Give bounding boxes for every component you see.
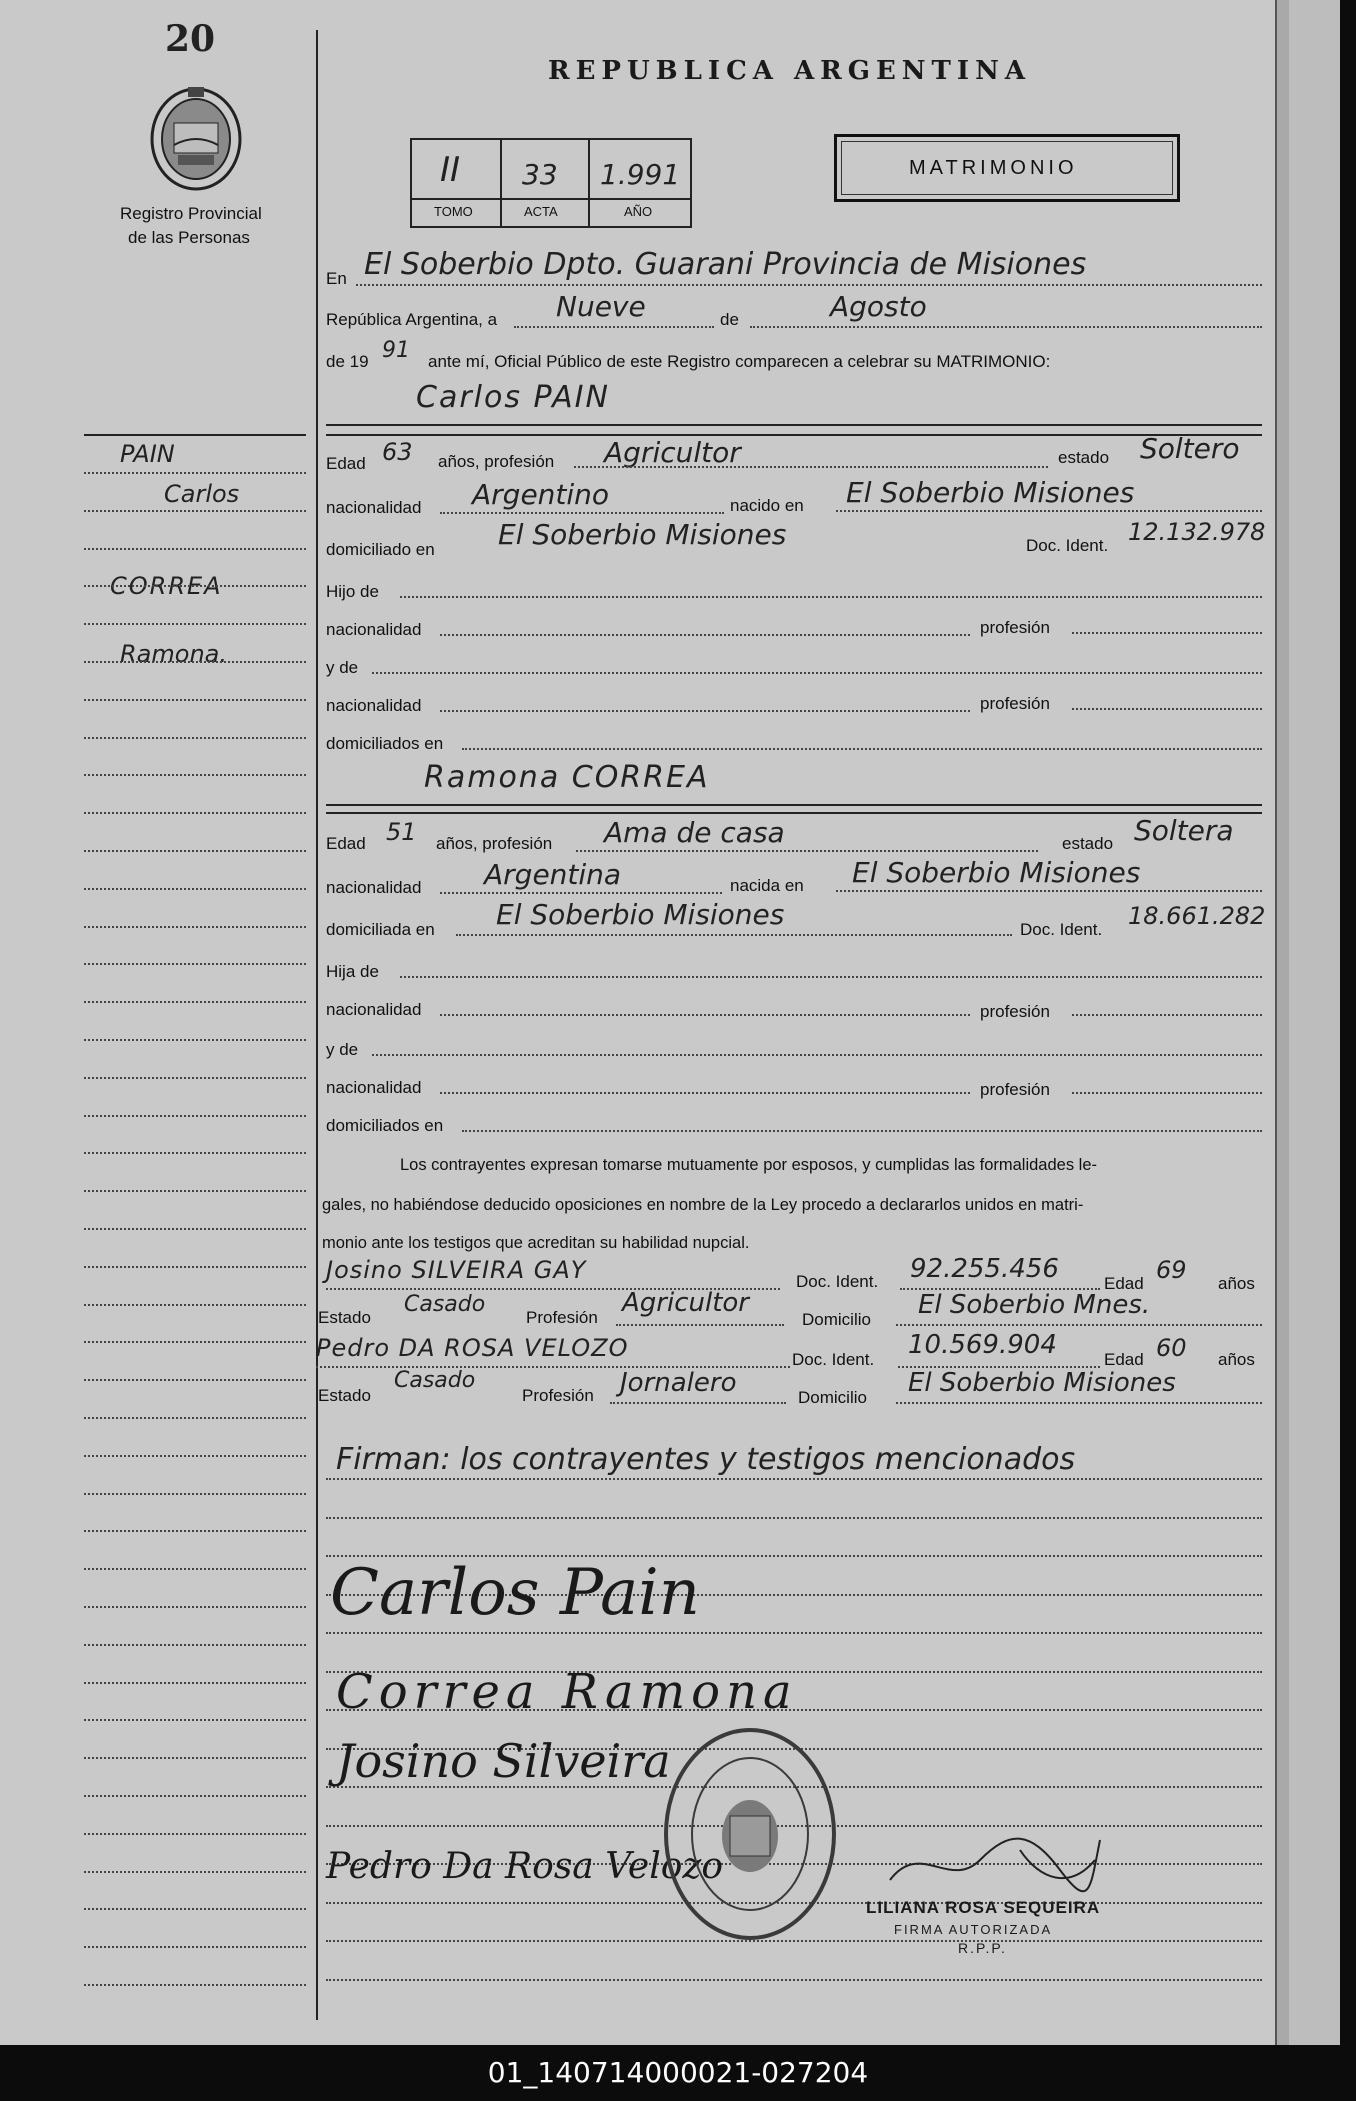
bride-prof-label: profesión (980, 1002, 1050, 1021)
margin-rule-line (84, 1568, 306, 1570)
witness2-edad-label: Edad (1104, 1350, 1144, 1369)
margin-rule-line (84, 1417, 306, 1419)
witness1-dom-label: Domicilio (802, 1310, 871, 1329)
witness1-edad: 69 (1156, 1256, 1187, 1284)
margin-rule-line (84, 472, 306, 474)
groom-hijo-label: Hijo de (326, 582, 379, 601)
margin-rule-line (84, 926, 306, 928)
margin-rule-line (84, 1795, 306, 1797)
margin-rule-line (84, 1908, 306, 1910)
declaration-line1: Los contrayentes expresan tomarse mutuamente por esposos, y cumplidas las formalidades le- (400, 1156, 1098, 1174)
official-scribble (880, 1820, 1110, 1900)
anio-label: AÑO (624, 204, 653, 219)
witness2-estado: Casado (394, 1368, 476, 1393)
margin-rule-line (84, 699, 306, 701)
witness2-dom-label: Domicilio (798, 1388, 867, 1407)
bride-profesion: Ama de casa (604, 816, 785, 849)
witness1-doc: 92.255.456 (910, 1254, 1059, 1284)
groom-anos-label: años, profesión (438, 452, 555, 471)
signature-witness2: Pedro Da Rosa Velozo (326, 1846, 724, 1887)
bride-prof2-label: profesión (980, 1080, 1050, 1099)
bride-nac2-label: nacionalidad (326, 1000, 422, 1019)
margin-rule-line (84, 1606, 306, 1608)
margin-rule-line (84, 1644, 306, 1646)
tomo-value: II (440, 150, 461, 190)
witness2-edad: 60 (1156, 1334, 1187, 1362)
official-abbr: R.P.P. (958, 1940, 1007, 1956)
margin-rule-line (84, 1530, 306, 1532)
month-value: Agosto (830, 290, 927, 323)
bride-anos-label: años, profesión (436, 834, 553, 853)
witness2-domicilio: El Soberbio Misiones (908, 1368, 1176, 1398)
firman-text: Firman: los contrayentes y testigos mencionados (336, 1442, 1076, 1477)
body-rule-line (326, 1478, 1262, 1480)
acta-label: ACTA (524, 204, 558, 219)
witness2-prof-label: Profesión (522, 1386, 594, 1405)
bride-yde-label: y de (326, 1040, 359, 1059)
witness1-estado-label: Estado (318, 1308, 371, 1327)
republic-label: República Argentina, a (326, 310, 498, 329)
en-label: En (326, 269, 347, 288)
margin-rule-line (84, 510, 306, 512)
margin-rule-line (84, 1984, 306, 1986)
bride-estado: Soltera (1134, 814, 1234, 847)
groom-doc: 12.132.978 (1128, 518, 1266, 546)
margin-rule-line (84, 774, 306, 776)
signature-witness1: Josino Silveira (336, 1734, 671, 1788)
groom-estado-label: estado (1058, 448, 1110, 467)
margin-rule-line (84, 1682, 306, 1684)
registry-line2: de las Personas (128, 228, 250, 247)
page-number: 20 (165, 18, 216, 60)
body-rule-line (326, 1632, 1262, 1634)
margin-rule-line (84, 737, 306, 739)
document-id: 01_140714000021-027204 (0, 2045, 1356, 2101)
country-title: REPUBLICA ARGENTINA (548, 56, 1032, 86)
margin-rule-line (84, 585, 306, 587)
groom-prof2-label: profesión (980, 694, 1050, 713)
groom-doc-label: Doc. Ident. (1026, 536, 1109, 555)
ante-text: ante mí, Oficial Público de este Registro comparecen a celebrar su MATRIMONIO: (428, 352, 1051, 371)
registry-stamp (660, 1724, 840, 1944)
witness1-name: Josino SILVEIRA GAY (326, 1256, 587, 1284)
margin-bride-given: Ramona. (120, 640, 227, 668)
witness1-doc-label: Doc. Ident. (796, 1272, 879, 1291)
margin-rule-line (84, 1228, 306, 1230)
groom-nac3-label: nacionalidad (326, 696, 422, 715)
bride-dom-label: domiciliada en (326, 920, 435, 939)
bride-edad-label: Edad (326, 834, 366, 853)
margin-rule-line (84, 1455, 306, 1457)
bride-name: Ramona CORREA (424, 760, 710, 795)
witness2-name: Pedro DA ROSA VELOZO (316, 1334, 629, 1362)
margin-groom-given: Carlos (164, 480, 240, 508)
signature-groom: Carlos Pain (330, 1556, 700, 1630)
act-type: MATRIMONIO (909, 157, 1078, 179)
witness2-doc-label: Doc. Ident. (792, 1350, 875, 1369)
bride-nacida-label: nacida en (730, 876, 804, 895)
year-value: 91 (382, 338, 410, 363)
groom-edad-label: Edad (326, 454, 366, 473)
bride-nacionalidad: Argentina (484, 858, 622, 891)
bride-doc: 18.661.282 (1128, 902, 1266, 930)
margin-rule-line (84, 1115, 306, 1117)
witness1-profesion: Agricultor (622, 1288, 749, 1318)
witness2-anos-label: años (1218, 1350, 1255, 1369)
record-box (410, 138, 692, 228)
witness1-domicilio: El Soberbio Mnes. (918, 1290, 1151, 1320)
de-label: de (720, 310, 739, 329)
groom-domiciliados-label: domiciliados en (326, 734, 444, 753)
body-rule-line (326, 1517, 1262, 1519)
tomo-label: TOMO (434, 204, 473, 219)
anio-value: 1.991 (600, 158, 681, 191)
margin-rule-line (84, 1341, 306, 1343)
groom-dom-label: domiciliado en (326, 540, 435, 559)
provincial-seal (148, 85, 244, 193)
groom-domicilio: El Soberbio Misiones (498, 518, 787, 551)
groom-name: Carlos PAIN (416, 380, 610, 415)
binding-margin (1289, 0, 1340, 2045)
bride-nac3-label: nacionalidad (326, 1078, 422, 1097)
groom-nacionalidad: Argentino (472, 478, 610, 511)
official-title: FIRMA AUTORIZADA (894, 1922, 1053, 1937)
act-type-box (834, 134, 1180, 202)
body-rule-line (326, 1979, 1262, 1981)
acta-value: 33 (522, 158, 558, 191)
bride-domiciliados-label: domiciliados en (326, 1116, 444, 1135)
margin-rule-line (84, 1001, 306, 1003)
declaration-line3: monio ante los testigos que acreditan su habilidad nupcial. (322, 1234, 750, 1252)
margin-rule (316, 30, 318, 2020)
bride-nac-label: nacionalidad (326, 878, 422, 897)
groom-yde-label: y de (326, 658, 359, 677)
day-value: Nueve (556, 290, 646, 323)
margin-rule-line (84, 888, 306, 890)
bride-domicilio: El Soberbio Misiones (496, 898, 785, 931)
margin-groom-surname: PAIN (120, 440, 175, 468)
margin-rule-line (84, 1833, 306, 1835)
witness1-estado: Casado (404, 1292, 486, 1317)
margin-rule-line (84, 850, 306, 852)
margin-rule-line (84, 548, 306, 550)
registry-line1: Registro Provincial (120, 204, 262, 223)
groom-nacido: El Soberbio Misiones (846, 476, 1135, 509)
bride-hija-label: Hija de (326, 962, 379, 981)
official-name: LILIANA ROSA SEQUEIRA (866, 1898, 1101, 1917)
declaration-line2: gales, no habiéndose deducido oposiciones en nombre de la Ley procedo a declararlos unidos en matri- (322, 1196, 1084, 1214)
margin-rule-line (84, 661, 306, 663)
bride-doc-label: Doc. Ident. (1020, 920, 1103, 939)
witness1-edad-label: Edad (1104, 1274, 1144, 1293)
place-value: El Soberbio Dpto. Guarani Provincia de Misiones (364, 247, 1087, 282)
margin-rule-line (84, 963, 306, 965)
margin-rule-line (84, 1946, 306, 1948)
witness2-estado-label: Estado (318, 1386, 371, 1405)
de19-label: de 19 (326, 352, 369, 371)
groom-profesion: Agricultor (604, 436, 741, 469)
bride-nacida: El Soberbio Misiones (852, 856, 1141, 889)
groom-nac-label: nacionalidad (326, 498, 422, 517)
margin-rule-line (84, 1152, 306, 1154)
groom-prof-label: profesión (980, 618, 1050, 637)
margin-rule-line (84, 1757, 306, 1759)
margin-rule-line (84, 1871, 306, 1873)
margin-rule-line (84, 1493, 306, 1495)
groom-nacido-label: nacido en (730, 496, 804, 515)
margin-rule-line (84, 1039, 306, 1041)
bride-estado-label: estado (1062, 834, 1114, 853)
witness1-prof-label: Profesión (526, 1308, 598, 1327)
margin-rule-line (84, 623, 306, 625)
witness2-profesion: Jornalero (620, 1368, 737, 1398)
margin-rule-line (84, 1266, 306, 1268)
margin-rule-line (84, 1719, 306, 1721)
margin-bride-surname: CORREA (110, 572, 223, 600)
groom-edad: 63 (382, 438, 413, 466)
witness2-doc: 10.569.904 (908, 1330, 1057, 1360)
groom-nac2-label: nacionalidad (326, 620, 422, 639)
margin-rule-line (84, 1379, 306, 1381)
margin-rule-line (84, 1077, 306, 1079)
witness1-anos-label: años (1218, 1274, 1255, 1293)
margin-rule-line (84, 1304, 306, 1306)
bride-edad: 51 (386, 818, 417, 846)
margin-rule-line (84, 1190, 306, 1192)
signature-bride: Correa Ramona (336, 1664, 798, 1720)
margin-rule-line (84, 812, 306, 814)
groom-estado: Soltero (1140, 432, 1240, 465)
